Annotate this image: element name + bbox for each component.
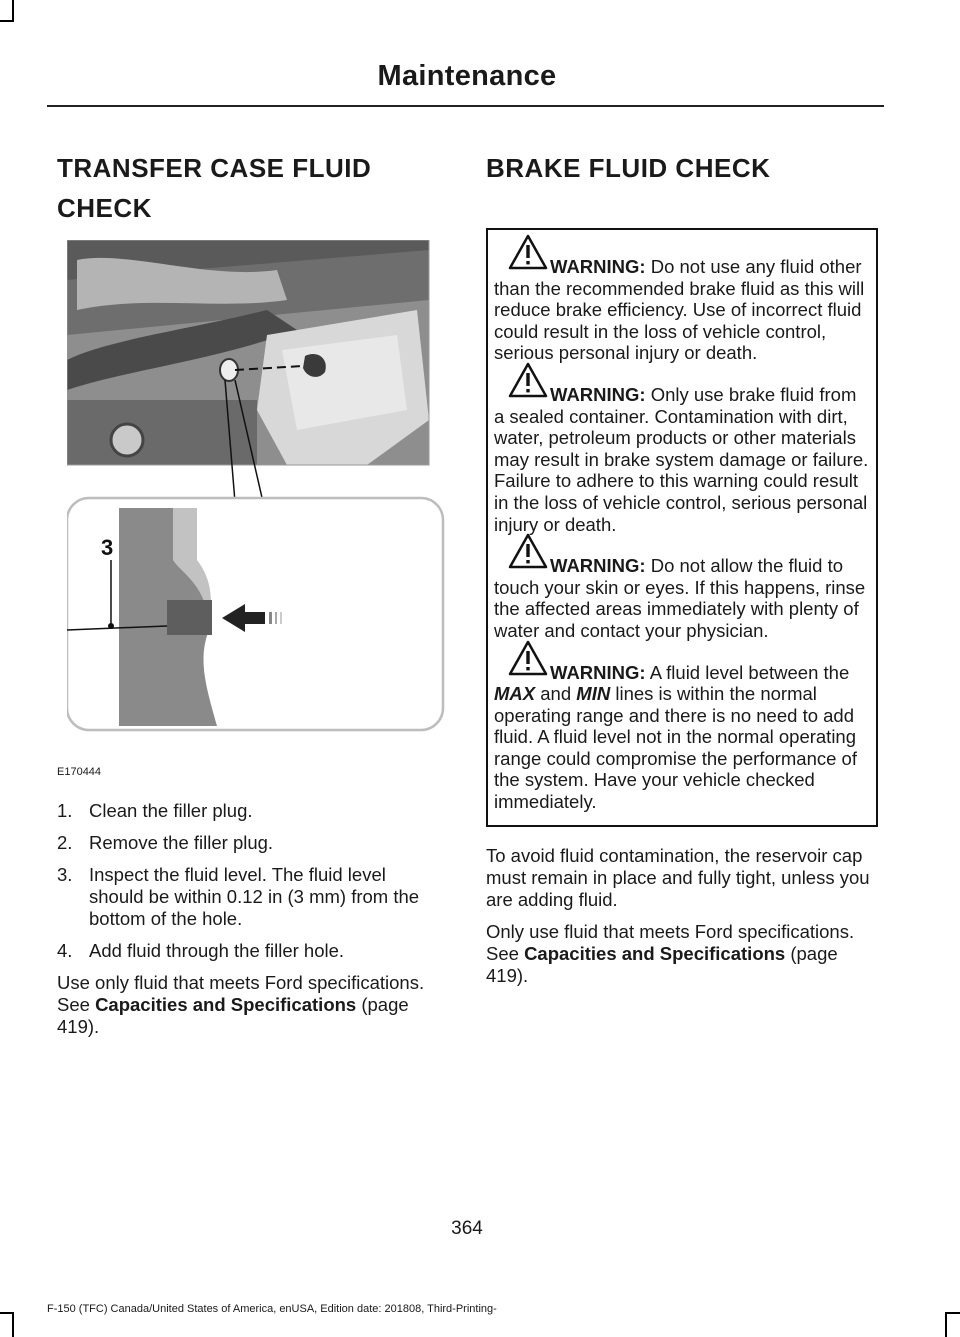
min-label: MIN [576, 683, 611, 705]
crop-mark [0, 1312, 14, 1314]
left-column [57, 148, 442, 1038]
fluid-spec-paragraph: Use only fluid that meets Ford specifications. See Capacities and Specifications (page 419). [57, 972, 425, 1037]
transfer-case-steps [57, 800, 442, 962]
warning-4: WARNING: A fluid level between the MAX and MIN lines is within the normal operating range and there is no need to add fluid. A fluid level not in the normal operating range could compromise the performance of the system. Have your vehicle checked immediately. [494, 662, 870, 813]
right-column [486, 148, 878, 987]
crop-mark [12, 0, 14, 22]
step-item: 1. Clean the filler plug. [57, 800, 253, 821]
crop-mark [945, 1312, 960, 1314]
figure-code: E170444 [57, 766, 102, 778]
heading-line-2: CHECK [57, 193, 152, 223]
header-rule [47, 105, 884, 107]
page-number: 364 [451, 1218, 483, 1239]
crop-mark [12, 1312, 14, 1337]
warning-box [486, 228, 878, 827]
brake-fluid-heading: BRAKE FLUID CHECK [486, 153, 771, 183]
warning-2: WARNING: Only use brake fluid from a sealed container. Contamination with dirt, water, petroleum products or other materials may result in brake system damage or failure. Failure to adhere to this warning could result in the loss of vehicle control, serious personal injury or death. [494, 384, 870, 535]
warning-1: WARNING: Do not use any fluid other than the recommended brake fluid as this will reduce brake efficiency. Use of incorrect fluid could result in the loss of vehicle control, serious personal injury or death. [494, 256, 870, 364]
transfer-case-figure [57, 240, 445, 780]
heading-line-1: TRANSFER CASE FLUID [57, 153, 372, 183]
reservoir-cap-paragraph: To avoid fluid contamination, the reservoir cap must remain in place and fully tight, unless you are adding fluid. [486, 844, 870, 910]
capacities-link[interactable]: Capacities and Specifications [524, 942, 786, 964]
max-label: MAX [494, 683, 536, 705]
capacities-link[interactable]: Capacities and Specifications [95, 994, 357, 1015]
warning-triangle-icon [508, 234, 548, 270]
page-header-title: Maintenance [377, 60, 557, 92]
figure-callout-number: 3 [101, 535, 114, 560]
step-item: 2. Remove the filler plug. [57, 832, 274, 853]
warning-triangle-icon [508, 362, 548, 398]
step-item: 4. Add fluid through the filler hole. [57, 940, 345, 961]
step-item: 3. Inspect the fluid level. The fluid level should be within 0.12 in (3 mm) from the bottom of the hole. [57, 864, 420, 929]
warning-3: WARNING: Do not allow the fluid to touch your skin or eyes. If this happens, rinse the affected areas immediately with plenty of water and contact your physician. [494, 555, 870, 641]
transfer-case-illustration [67, 240, 445, 760]
crop-mark [0, 20, 14, 22]
transfer-case-heading [57, 148, 442, 228]
warning-triangle-icon [508, 640, 548, 676]
crop-mark [945, 1312, 947, 1337]
footer-edition: F-150 (TFC) Canada/United States of America, enUSA, Edition date: 201808, Third-Printing- [47, 1303, 497, 1315]
brake-fluid-spec-paragraph: Only use fluid that meets Ford specifications. See Capacities and Specifications (page 419). [486, 920, 855, 986]
warning-triangle-icon [508, 533, 548, 569]
